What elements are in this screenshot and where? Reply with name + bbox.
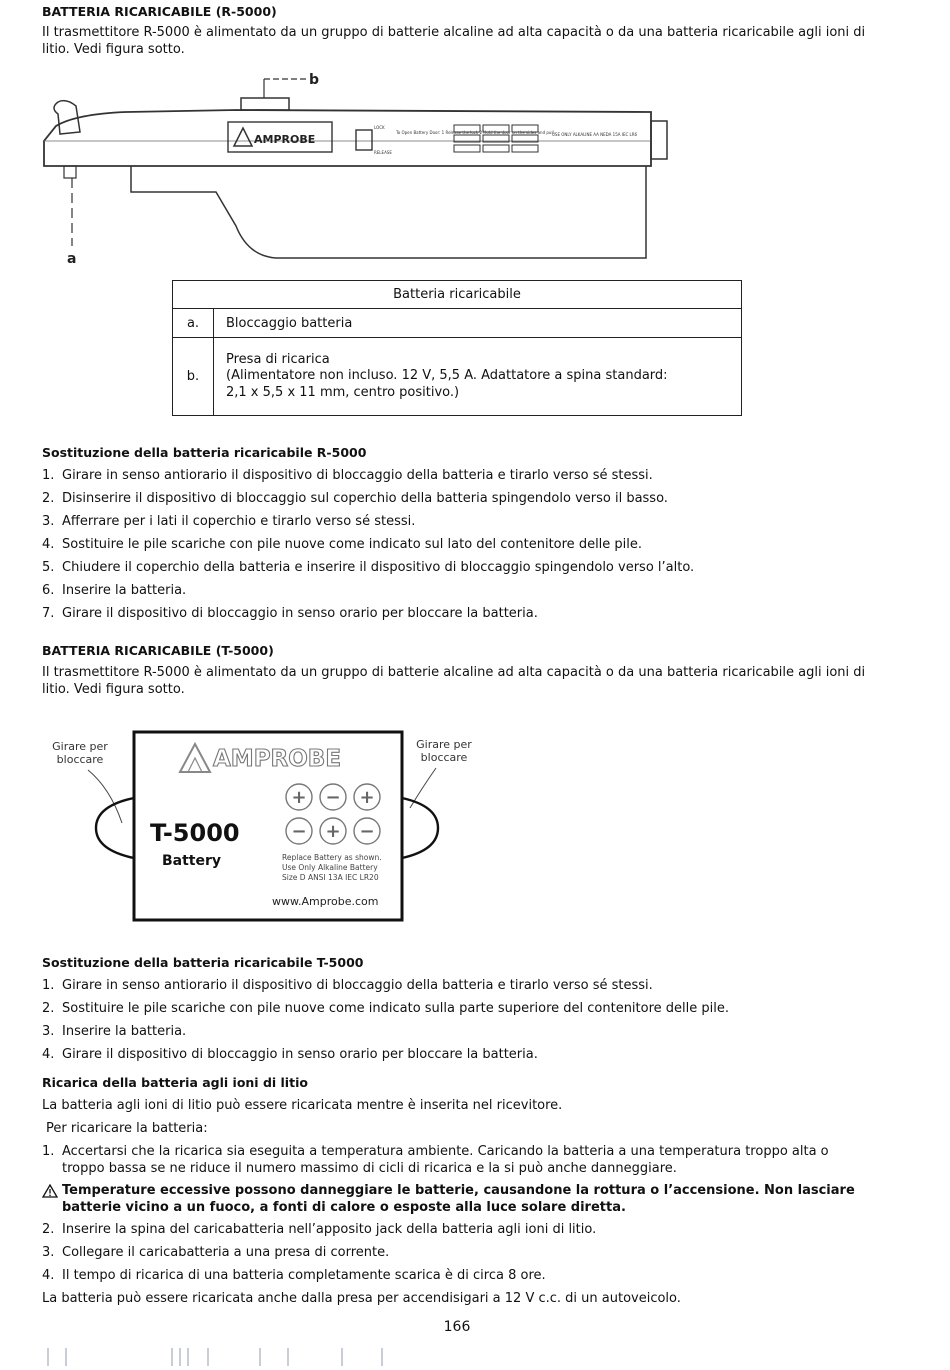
section-intro-r5000: Il trasmettitore R-5000 è alimentato da un gruppo di batterie alcaline ad alta capacità o da una batteria ricaricabile agli ioni di litio. Vedi figura sotto. bbox=[42, 25, 866, 57]
svg-text:Size D ANSI 13A IEC LR20: Size D ANSI 13A IEC LR20 bbox=[282, 873, 379, 882]
svg-text:RELEASE: RELEASE bbox=[374, 150, 392, 155]
t5000-model: T-5000 bbox=[150, 819, 240, 847]
section-heading-t5000: BATTERIA RICARICABILE (T-5000) bbox=[42, 643, 274, 658]
svg-text:Girare per: Girare per bbox=[416, 738, 472, 751]
page-number: 166 bbox=[443, 1319, 471, 1335]
svg-text:−: − bbox=[359, 821, 375, 842]
svg-text:LOCK: LOCK bbox=[374, 125, 385, 130]
table-header: Batteria ricaricabile bbox=[173, 281, 742, 309]
table-row: b. Presa di ricarica (Alimentatore non incluso. 12 V, 5,5 A. Adattatore a spina standard: 2,1 x 5,5 x 11 mm, centro positivo.) bbox=[173, 338, 742, 416]
table-row: a. Bloccaggio batteria bbox=[173, 309, 742, 338]
charging-outro: La batteria può essere ricaricata anche dalla presa per accendisigari a 12 V c.c. di un autoveicolo. bbox=[42, 1291, 681, 1306]
t5000-steps-heading: Sostituzione della batteria ricaricabile T-5000 bbox=[42, 955, 364, 970]
svg-text:+: + bbox=[291, 787, 307, 808]
svg-text:Girare per: Girare per bbox=[52, 740, 108, 753]
t5000-battery-label: Battery bbox=[162, 853, 222, 869]
figure-label-b: b bbox=[309, 72, 320, 88]
charging-heading: Ricarica della batteria agli ioni di litio bbox=[42, 1075, 308, 1090]
section-heading-r5000: BATTERIA RICARICABILE (R-5000) bbox=[42, 4, 277, 19]
svg-text:−: − bbox=[291, 821, 307, 842]
footer-marks bbox=[40, 1346, 400, 1368]
charging-sub: Per ricaricare la batteria: bbox=[46, 1121, 208, 1136]
figure-label-a: a bbox=[67, 251, 77, 267]
t5000-battery-figure bbox=[50, 728, 480, 928]
svg-text:Replace Battery as shown.: Replace Battery as shown. bbox=[282, 853, 382, 862]
t5000-brand: AMPROBE bbox=[213, 746, 342, 772]
warning-icon bbox=[42, 1184, 58, 1198]
charging-intro: La batteria agli ioni di litio può essere ricaricata mentre è inserita nel ricevitore. bbox=[42, 1098, 563, 1113]
section-intro-t5000: Il trasmettitore R-5000 è alimentato da un gruppo di batterie alcaline ad alta capacità o da una batteria ricaricabile agli ioni di litio. Vedi figura sotto. bbox=[42, 665, 866, 697]
r5000-brand: AMPROBE bbox=[254, 133, 316, 146]
t5000-url: www.Amprobe.com bbox=[272, 895, 379, 908]
svg-text:+: + bbox=[325, 821, 341, 842]
svg-text:+: + bbox=[359, 787, 375, 808]
r5000-battery-figure bbox=[36, 66, 686, 270]
warning-text: Temperature eccessive possono danneggiare le batterie, causandone la rottura o l’accensione. Non lasciare batterie vicino a un fuoco, a fonti di calore o esposte alla luce solare diretta. bbox=[62, 1183, 855, 1215]
svg-text:bloccare: bloccare bbox=[56, 753, 104, 766]
svg-text:Use Only Alkaline Battery: Use Only Alkaline Battery bbox=[282, 863, 378, 872]
svg-text:−: − bbox=[325, 787, 341, 808]
spec-table bbox=[172, 280, 742, 416]
svg-text:USE ONLY ALKALINE AA NEDA 15A: USE ONLY ALKALINE AA NEDA 15A IEC LR6 bbox=[552, 132, 638, 137]
r5000-steps-heading: Sostituzione della batteria ricaricabile R-5000 bbox=[42, 445, 367, 460]
svg-text:bloccare: bloccare bbox=[420, 751, 468, 764]
svg-text:To Open Battery Door: 1 Releas: To Open Battery Door: 1 Release the lock 2 Hold the door on the sides and pull bbox=[396, 130, 554, 135]
